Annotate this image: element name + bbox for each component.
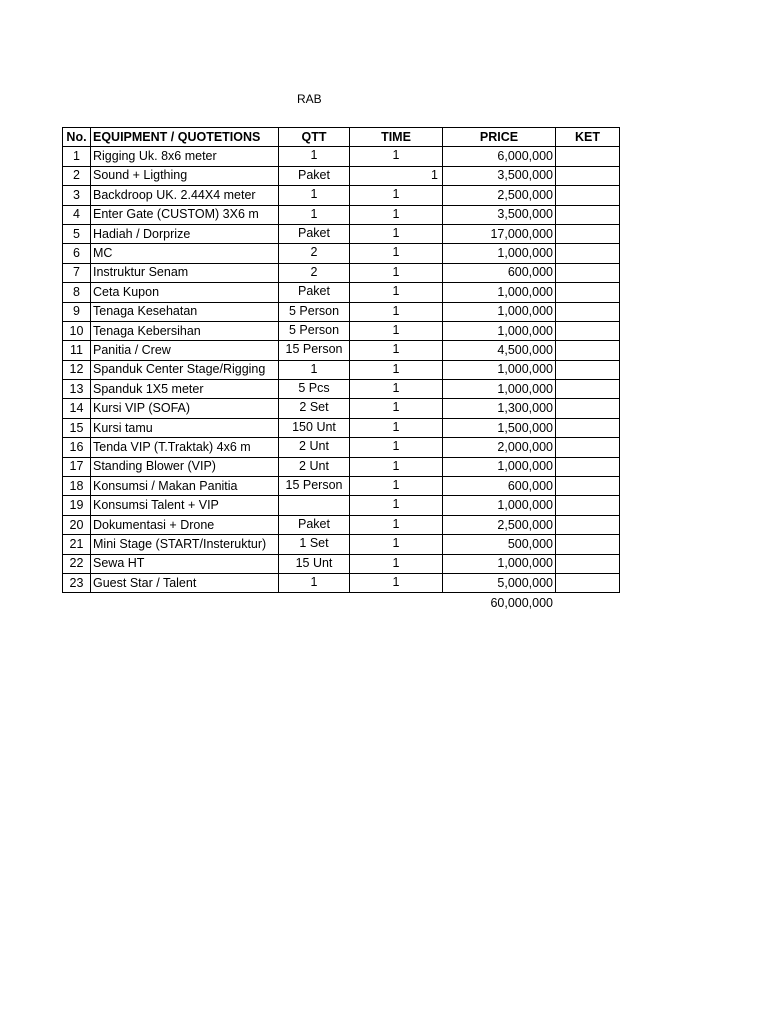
cell-time: 1 — [350, 380, 443, 399]
table-row — [63, 477, 620, 496]
cell-qtt — [279, 496, 350, 515]
cell-ket — [556, 515, 620, 534]
cell-qtt: 1 — [279, 147, 350, 166]
header-item: EQUIPMENT / QUOTETIONS — [91, 128, 279, 147]
cell-price: 1,000,000 — [443, 244, 556, 263]
cell-item: Spanduk 1X5 meter — [91, 380, 279, 399]
cell-ket — [556, 263, 620, 282]
cell-price: 2,000,000 — [443, 438, 556, 457]
cell-qtt: 1 — [279, 573, 350, 592]
cell-no: 8 — [63, 283, 91, 302]
page-title: RAB — [297, 92, 322, 106]
cell-ket — [556, 457, 620, 476]
cell-time: 1 — [350, 205, 443, 224]
cell-ket — [556, 438, 620, 457]
cell-no: 17 — [63, 457, 91, 476]
cell-no: 23 — [63, 573, 91, 592]
cell-no: 16 — [63, 438, 91, 457]
cell-no: 11 — [63, 341, 91, 360]
cell-ket — [556, 186, 620, 205]
cell-item: Panitia / Crew — [91, 341, 279, 360]
cell-qtt: 2 — [279, 263, 350, 282]
cell-item: Tenaga Kesehatan — [91, 302, 279, 321]
cell-qtt: 2 Unt — [279, 438, 350, 457]
table-row — [63, 302, 620, 321]
cell-item: Hadiah / Dorprize — [91, 224, 279, 243]
cell-no: 20 — [63, 515, 91, 534]
cell-qtt: Paket — [279, 224, 350, 243]
cell-time: 1 — [350, 186, 443, 205]
header-no: No. — [63, 128, 91, 147]
header-qtt: QTT — [279, 128, 350, 147]
cell-time: 1 — [350, 283, 443, 302]
cell-no: 4 — [63, 205, 91, 224]
cell-time: 1 — [350, 457, 443, 476]
cell-no: 7 — [63, 263, 91, 282]
table-row — [63, 244, 620, 263]
cell-price: 1,000,000 — [443, 457, 556, 476]
grand-total: 60,000,000 — [490, 596, 553, 610]
cell-qtt: 1 — [279, 205, 350, 224]
cell-no: 3 — [63, 186, 91, 205]
cell-price: 500,000 — [443, 535, 556, 554]
table-row — [63, 535, 620, 554]
cell-time: 1 — [350, 302, 443, 321]
cell-item: Spanduk Center Stage/Rigging — [91, 360, 279, 379]
cell-item: Dokumentasi + Drone — [91, 515, 279, 534]
cell-time: 1 — [350, 166, 443, 185]
cell-price: 1,000,000 — [443, 496, 556, 515]
cell-time: 1 — [350, 554, 443, 573]
header-time: TIME — [350, 128, 443, 147]
cell-no: 19 — [63, 496, 91, 515]
cell-item: Rigging Uk. 8x6 meter — [91, 147, 279, 166]
table-row — [63, 515, 620, 534]
cell-qtt: Paket — [279, 515, 350, 534]
header-ket: KET — [556, 128, 620, 147]
table-row — [63, 166, 620, 185]
cell-qtt: 5 Person — [279, 321, 350, 340]
table-row — [63, 380, 620, 399]
cell-ket — [556, 205, 620, 224]
cell-item: Tenaga Kebersihan — [91, 321, 279, 340]
cell-item: Konsumsi / Makan Panitia — [91, 477, 279, 496]
cell-time: 1 — [350, 399, 443, 418]
cell-qtt: 15 Person — [279, 477, 350, 496]
cell-price: 4,500,000 — [443, 341, 556, 360]
cell-item: Kursi VIP (SOFA) — [91, 399, 279, 418]
table-row — [63, 496, 620, 515]
cell-no: 9 — [63, 302, 91, 321]
cell-qtt: Paket — [279, 283, 350, 302]
table-row — [63, 205, 620, 224]
cell-no: 18 — [63, 477, 91, 496]
cell-time: 1 — [350, 418, 443, 437]
cell-qtt: 1 — [279, 360, 350, 379]
cell-no: 21 — [63, 535, 91, 554]
cell-item: Konsumsi Talent + VIP — [91, 496, 279, 515]
cell-price: 1,000,000 — [443, 283, 556, 302]
cell-time: 1 — [350, 224, 443, 243]
table-row — [63, 360, 620, 379]
cell-item: Instruktur Senam — [91, 263, 279, 282]
cell-item: Enter Gate (CUSTOM) 3X6 m — [91, 205, 279, 224]
cell-item: Standing Blower (VIP) — [91, 457, 279, 476]
cell-ket — [556, 554, 620, 573]
cell-price: 600,000 — [443, 263, 556, 282]
cell-ket — [556, 244, 620, 263]
cell-price: 1,000,000 — [443, 554, 556, 573]
cell-ket — [556, 302, 620, 321]
cell-time: 1 — [350, 535, 443, 554]
cell-item: Mini Stage (START/Insteruktur) — [91, 535, 279, 554]
table-row — [63, 418, 620, 437]
table-row — [63, 554, 620, 573]
cell-ket — [556, 360, 620, 379]
table-row — [63, 321, 620, 340]
cell-price: 600,000 — [443, 477, 556, 496]
cell-price: 1,000,000 — [443, 380, 556, 399]
cell-no: 1 — [63, 147, 91, 166]
cell-time: 1 — [350, 573, 443, 592]
cell-price: 1,000,000 — [443, 302, 556, 321]
cell-price: 2,500,000 — [443, 186, 556, 205]
cell-no: 15 — [63, 418, 91, 437]
table-row — [63, 283, 620, 302]
table-row — [63, 438, 620, 457]
cell-qtt: 2 — [279, 244, 350, 263]
cell-price: 3,500,000 — [443, 205, 556, 224]
table-row — [63, 341, 620, 360]
rab-table — [62, 127, 620, 593]
cell-time: 1 — [350, 438, 443, 457]
cell-time: 1 — [350, 147, 443, 166]
table-row — [63, 224, 620, 243]
cell-time: 1 — [350, 515, 443, 534]
header-price: PRICE — [443, 128, 556, 147]
cell-ket — [556, 341, 620, 360]
cell-ket — [556, 166, 620, 185]
cell-no: 14 — [63, 399, 91, 418]
cell-ket — [556, 535, 620, 554]
cell-price: 1,300,000 — [443, 399, 556, 418]
cell-qtt: 15 Person — [279, 341, 350, 360]
cell-ket — [556, 283, 620, 302]
cell-qtt: 5 Pcs — [279, 380, 350, 399]
cell-item: Guest Star / Talent — [91, 573, 279, 592]
cell-time: 1 — [350, 244, 443, 263]
cell-no: 22 — [63, 554, 91, 573]
cell-no: 2 — [63, 166, 91, 185]
cell-price: 5,000,000 — [443, 573, 556, 592]
cell-no: 10 — [63, 321, 91, 340]
cell-price: 17,000,000 — [443, 224, 556, 243]
cell-time: 1 — [350, 477, 443, 496]
table-row — [63, 186, 620, 205]
cell-no: 6 — [63, 244, 91, 263]
cell-qtt: 5 Person — [279, 302, 350, 321]
cell-ket — [556, 321, 620, 340]
cell-ket — [556, 496, 620, 515]
cell-qtt: 2 Unt — [279, 457, 350, 476]
table-row — [63, 457, 620, 476]
table-row — [63, 573, 620, 592]
cell-price: 1,000,000 — [443, 321, 556, 340]
cell-ket — [556, 224, 620, 243]
cell-time: 1 — [350, 341, 443, 360]
cell-ket — [556, 573, 620, 592]
cell-time: 1 — [350, 321, 443, 340]
cell-no: 13 — [63, 380, 91, 399]
cell-time: 1 — [350, 263, 443, 282]
table-row — [63, 399, 620, 418]
cell-qtt: Paket — [279, 166, 350, 185]
cell-price: 6,000,000 — [443, 147, 556, 166]
cell-ket — [556, 380, 620, 399]
cell-qtt: 150 Unt — [279, 418, 350, 437]
cell-price: 3,500,000 — [443, 166, 556, 185]
cell-item: Sound + Ligthing — [91, 166, 279, 185]
cell-item: MC — [91, 244, 279, 263]
cell-price: 1,000,000 — [443, 360, 556, 379]
cell-ket — [556, 147, 620, 166]
cell-qtt: 1 — [279, 186, 350, 205]
cell-qtt: 15 Unt — [279, 554, 350, 573]
cell-item: Ceta Kupon — [91, 283, 279, 302]
cell-item: Kursi tamu — [91, 418, 279, 437]
table-row — [63, 263, 620, 282]
cell-ket — [556, 418, 620, 437]
cell-item: Sewa HT — [91, 554, 279, 573]
cell-qtt: 1 Set — [279, 535, 350, 554]
cell-item: Tenda VIP (T.Traktak) 4x6 m — [91, 438, 279, 457]
cell-price: 2,500,000 — [443, 515, 556, 534]
cell-ket — [556, 477, 620, 496]
cell-ket — [556, 399, 620, 418]
cell-time: 1 — [350, 360, 443, 379]
cell-qtt: 2 Set — [279, 399, 350, 418]
cell-time: 1 — [350, 496, 443, 515]
header-row — [63, 128, 620, 147]
table-row — [63, 147, 620, 166]
cell-no: 5 — [63, 224, 91, 243]
cell-price: 1,500,000 — [443, 418, 556, 437]
cell-no: 12 — [63, 360, 91, 379]
cell-item: Backdroop UK. 2.44X4 meter — [91, 186, 279, 205]
